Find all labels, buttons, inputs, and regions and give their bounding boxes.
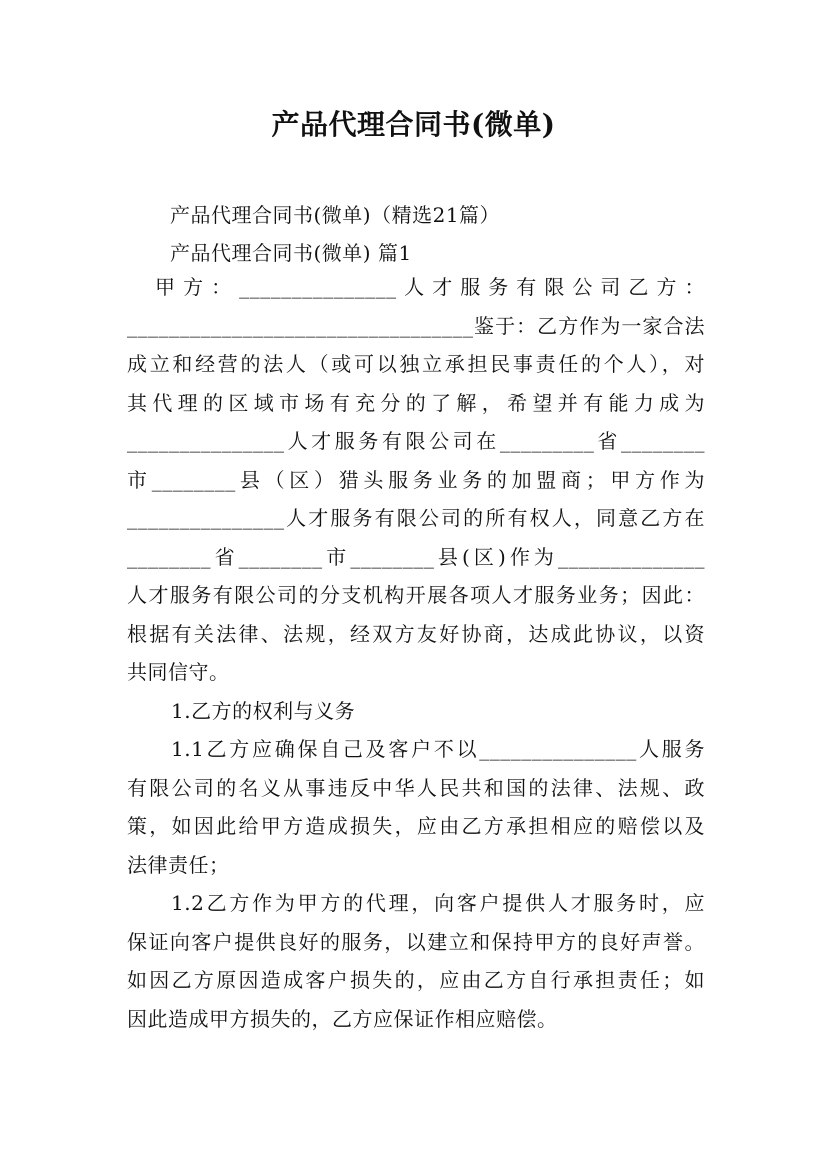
body-line: 人才服务有限公司的分支机构开展各项人才服务业务；因此： xyxy=(127,583,705,607)
body-line: 其代理的区域市场有充分的了解，希望并有能力成为 xyxy=(127,390,705,415)
clause-heading: 1.乙方的权利与义务 xyxy=(171,698,356,723)
body-line: 成立和经营的法人（或可以独立承担民事责任的个人），对 xyxy=(127,352,705,376)
document-title: 产品代理合同书(微单) xyxy=(271,108,556,141)
body-line: 市________县（区）猎头服务业务的加盟商；甲方作为 xyxy=(127,467,705,492)
body-line: 保证向客户提供良好的服务，以建立和保持甲方的良好声誉。 xyxy=(127,929,705,954)
body-line: 1.2乙方作为甲方的代理，向客户提供人才服务时，应 xyxy=(171,891,705,915)
body-line: 有限公司的名义从事违反中华人民共和国的法律、法规、政 xyxy=(127,775,705,800)
body-line: ________省________市________县(区)作为______________ xyxy=(127,544,705,569)
body-line: 1.1乙方应确保自己及客户不以_______________人服务 xyxy=(171,737,705,761)
body-line: 甲方：_______________人才服务有限公司乙方： xyxy=(127,275,705,299)
body-line: _______________人才服务有限公司在_________省________ xyxy=(127,429,705,453)
body-line: _______________人才服务有限公司的所有权人，同意乙方在 xyxy=(127,506,705,530)
document-subtitle: 产品代理合同书(微单)（精选21篇） xyxy=(170,203,501,227)
document-body xyxy=(127,268,705,1038)
section-heading: 产品代理合同书(微单) 篇1 xyxy=(170,241,412,265)
body-line: 共同信守。 xyxy=(127,660,230,684)
body-line: 因此造成甲方损失的，乙方应保证作相应赔偿。 xyxy=(127,1006,558,1031)
body-line: 策，如因此给甲方造成损失，应由乙方承担相应的赔偿以及 xyxy=(127,814,705,838)
body-line: _________________________________鉴于：乙方作为一家合法 xyxy=(127,313,705,338)
body-line: 法律责任； xyxy=(127,852,230,877)
body-line: 如因乙方原因造成客户损失的，应由乙方自行承担责任；如 xyxy=(127,968,705,992)
body-line: 根据有关法律、法规，经双方友好协商，达成此协议，以资 xyxy=(127,621,705,646)
